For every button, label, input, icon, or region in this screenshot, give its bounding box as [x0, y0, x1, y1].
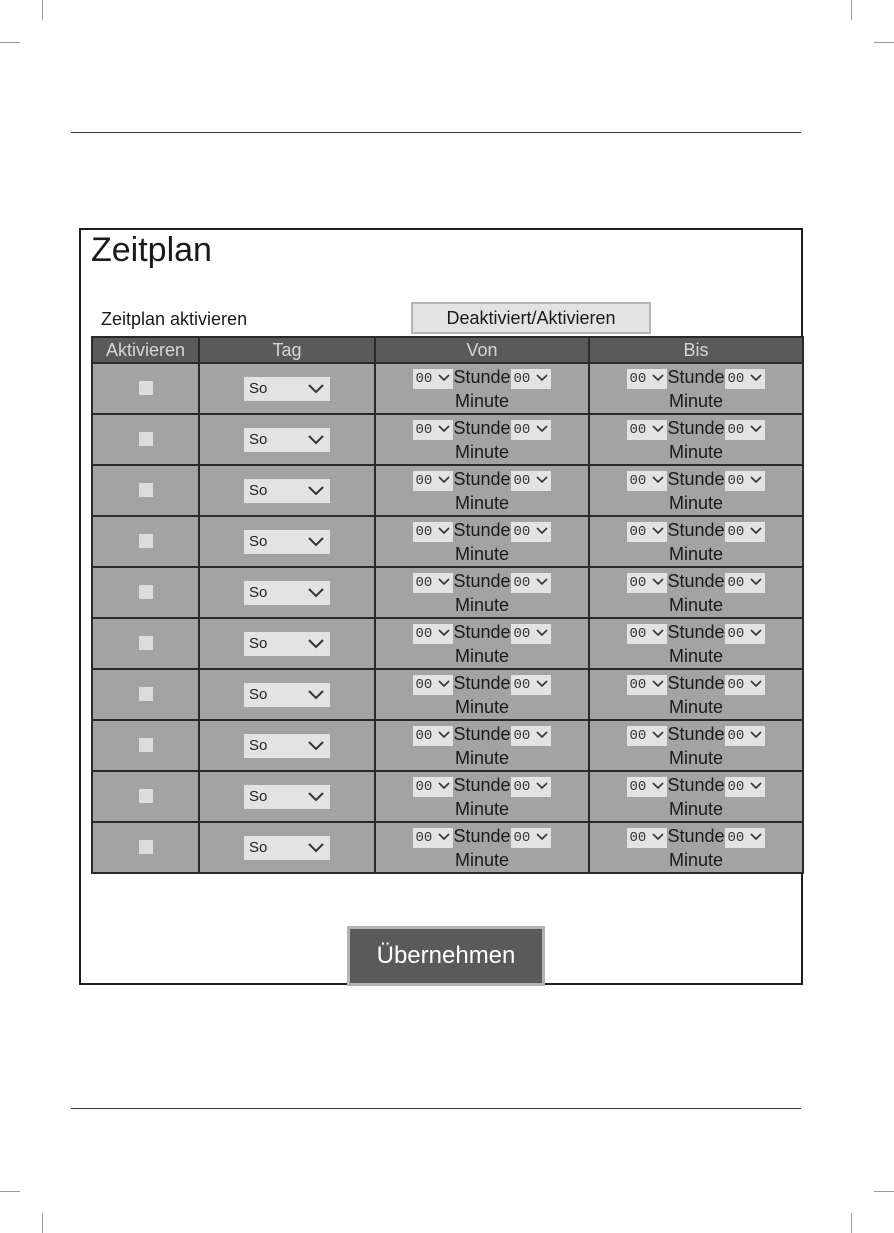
hour-label: Stunde [667, 672, 725, 693]
enable-checkbox[interactable] [139, 840, 153, 854]
enable-checkbox[interactable] [139, 432, 153, 446]
minute-label: Minute [668, 390, 724, 411]
to-hour-select[interactable] [627, 573, 668, 593]
from-hour-select[interactable] [413, 420, 454, 440]
enable-checkbox[interactable] [139, 789, 153, 803]
enable-checkbox[interactable] [139, 585, 153, 599]
chevron-down-icon [532, 677, 548, 692]
schedule-enable-label: Zeitplan aktivieren [101, 309, 248, 329]
chevron-down-icon [648, 626, 664, 641]
minute-label: Minute [454, 543, 510, 564]
from-minute-value: 00 [513, 778, 531, 795]
minute-label: Minute [454, 594, 510, 615]
from-hour-value: 00 [415, 829, 433, 846]
to-minute-select[interactable] [725, 675, 766, 695]
day-cell [199, 618, 375, 669]
from-hour-value: 00 [415, 472, 433, 489]
day-value: So [249, 532, 268, 550]
chevron-down-icon [308, 785, 324, 809]
chevron-down-icon [532, 728, 548, 743]
to-hour-value: 00 [629, 370, 647, 387]
hour-label: Stunde [667, 468, 725, 489]
to-cell [589, 771, 803, 822]
schedule-toggle-button[interactable]: Deaktiviert/Aktivieren [411, 302, 651, 334]
chevron-down-icon [532, 524, 548, 539]
to-minute-value: 00 [727, 676, 745, 693]
minute-label: Minute [454, 645, 510, 666]
day-cell [199, 567, 375, 618]
chevron-down-icon [648, 473, 664, 488]
chevron-down-icon [746, 626, 762, 641]
from-cell [375, 363, 589, 414]
hour-label: Stunde [453, 723, 511, 744]
chevron-down-icon [648, 371, 664, 386]
from-minute-select[interactable] [511, 777, 552, 797]
hour-label: Stunde [453, 366, 511, 387]
page-title: Zeitplan [91, 231, 212, 269]
hour-label: Stunde [667, 774, 725, 795]
from-minute-value: 00 [513, 727, 531, 744]
enable-cell [92, 414, 199, 465]
minute-label: Minute [668, 849, 724, 870]
column-header-von: Von [375, 337, 589, 363]
hour-label: Stunde [453, 519, 511, 540]
chevron-down-icon [532, 473, 548, 488]
chevron-down-icon [308, 377, 324, 401]
enable-cell [92, 669, 199, 720]
from-minute-value: 00 [513, 421, 531, 438]
day-select[interactable] [244, 734, 330, 758]
table-row [92, 618, 803, 669]
from-hour-select[interactable] [413, 675, 454, 695]
crop-mark [874, 1191, 894, 1192]
chevron-down-icon [532, 626, 548, 641]
chevron-down-icon [308, 530, 324, 554]
minute-label: Minute [668, 798, 724, 819]
to-minute-value: 00 [727, 421, 745, 438]
from-hour-value: 00 [415, 625, 433, 642]
to-cell [589, 516, 803, 567]
to-cell [589, 414, 803, 465]
chevron-down-icon [746, 779, 762, 794]
to-minute-select[interactable] [725, 624, 766, 644]
schedule-table [91, 336, 804, 874]
to-minute-select[interactable] [725, 420, 766, 440]
day-cell [199, 720, 375, 771]
apply-button[interactable]: Übernehmen [347, 926, 545, 986]
to-cell [589, 669, 803, 720]
to-minute-select[interactable] [725, 726, 766, 746]
to-cell [589, 822, 803, 873]
hour-label: Stunde [453, 774, 511, 795]
crop-mark [42, 1213, 43, 1233]
minute-label: Minute [668, 594, 724, 615]
table-row [92, 516, 803, 567]
hour-label: Stunde [667, 825, 725, 846]
to-minute-value: 00 [727, 523, 745, 540]
minute-label: Minute [668, 645, 724, 666]
to-hour-select[interactable] [627, 522, 668, 542]
to-hour-value: 00 [629, 523, 647, 540]
to-hour-select[interactable] [627, 777, 668, 797]
enable-checkbox[interactable] [139, 687, 153, 701]
enable-cell [92, 516, 199, 567]
chevron-down-icon [434, 371, 450, 386]
crop-mark [851, 0, 852, 20]
chevron-down-icon [308, 428, 324, 452]
to-minute-select[interactable] [725, 471, 766, 491]
enable-checkbox[interactable] [139, 738, 153, 752]
minute-label: Minute [454, 747, 510, 768]
day-value: So [249, 430, 268, 448]
column-header-bis: Bis [589, 337, 803, 363]
to-hour-value: 00 [629, 625, 647, 642]
from-cell [375, 822, 589, 873]
chevron-down-icon [648, 575, 664, 590]
to-cell [589, 363, 803, 414]
chevron-down-icon [746, 524, 762, 539]
day-cell [199, 822, 375, 873]
minute-label: Minute [454, 390, 510, 411]
chevron-down-icon [532, 422, 548, 437]
crop-mark [0, 42, 20, 43]
to-hour-value: 00 [629, 472, 647, 489]
minute-label: Minute [668, 441, 724, 462]
to-minute-select[interactable] [725, 828, 766, 848]
hour-label: Stunde [453, 621, 511, 642]
day-cell [199, 414, 375, 465]
day-select[interactable] [244, 479, 330, 503]
from-hour-value: 00 [415, 676, 433, 693]
hour-label: Stunde [667, 570, 725, 591]
chevron-down-icon [746, 371, 762, 386]
from-hour-value: 00 [415, 574, 433, 591]
from-minute-select[interactable] [511, 522, 552, 542]
chevron-down-icon [308, 632, 324, 656]
from-hour-select[interactable] [413, 522, 454, 542]
day-value: So [249, 685, 268, 703]
from-hour-value: 00 [415, 370, 433, 387]
day-cell [199, 465, 375, 516]
chevron-down-icon [434, 422, 450, 437]
day-value: So [249, 838, 268, 856]
chevron-down-icon [648, 830, 664, 845]
chevron-down-icon [308, 836, 324, 860]
table-row [92, 414, 803, 465]
table-row [92, 822, 803, 873]
to-hour-value: 00 [629, 829, 647, 846]
from-cell [375, 720, 589, 771]
chevron-down-icon [434, 779, 450, 794]
chevron-down-icon [746, 575, 762, 590]
table-row [92, 465, 803, 516]
day-select[interactable] [244, 428, 330, 452]
minute-label: Minute [454, 492, 510, 513]
from-hour-value: 00 [415, 523, 433, 540]
day-select[interactable] [244, 377, 330, 401]
from-minute-value: 00 [513, 676, 531, 693]
minute-label: Minute [454, 441, 510, 462]
day-value: So [249, 634, 268, 652]
chevron-down-icon [308, 581, 324, 605]
to-minute-select[interactable] [725, 522, 766, 542]
day-select[interactable] [244, 785, 330, 809]
to-minute-select[interactable] [725, 573, 766, 593]
chevron-down-icon [648, 779, 664, 794]
hour-label: Stunde [453, 825, 511, 846]
enable-cell [92, 822, 199, 873]
chevron-down-icon [434, 473, 450, 488]
chevron-down-icon [434, 524, 450, 539]
crop-mark [42, 0, 43, 20]
hour-label: Stunde [453, 672, 511, 693]
from-minute-value: 00 [513, 829, 531, 846]
minute-label: Minute [668, 696, 724, 717]
from-minute-select[interactable] [511, 675, 552, 695]
table-row [92, 363, 803, 414]
chevron-down-icon [434, 626, 450, 641]
day-cell [199, 516, 375, 567]
from-minute-value: 00 [513, 472, 531, 489]
from-cell [375, 465, 589, 516]
from-hour-select[interactable] [413, 471, 454, 491]
from-minute-value: 00 [513, 370, 531, 387]
minute-label: Minute [454, 696, 510, 717]
day-value: So [249, 736, 268, 754]
table-row [92, 669, 803, 720]
to-minute-value: 00 [727, 829, 745, 846]
to-hour-select[interactable] [627, 624, 668, 644]
minute-label: Minute [668, 543, 724, 564]
chevron-down-icon [308, 683, 324, 707]
to-hour-value: 00 [629, 574, 647, 591]
table-header-row [92, 337, 803, 363]
to-cell [589, 465, 803, 516]
day-value: So [249, 583, 268, 601]
header-rule [71, 132, 801, 133]
to-hour-select[interactable] [627, 726, 668, 746]
chevron-down-icon [532, 830, 548, 845]
enable-cell [92, 618, 199, 669]
chevron-down-icon [434, 830, 450, 845]
day-value: So [249, 379, 268, 397]
from-hour-select[interactable] [413, 828, 454, 848]
to-hour-select[interactable] [627, 471, 668, 491]
chevron-down-icon [434, 677, 450, 692]
enable-checkbox[interactable] [139, 381, 153, 395]
hour-label: Stunde [667, 366, 725, 387]
from-minute-select[interactable] [511, 420, 552, 440]
chevron-down-icon [532, 371, 548, 386]
hour-label: Stunde [453, 468, 511, 489]
from-cell [375, 669, 589, 720]
day-select[interactable] [244, 632, 330, 656]
to-minute-value: 00 [727, 574, 745, 591]
to-minute-select[interactable] [725, 777, 766, 797]
minute-label: Minute [454, 798, 510, 819]
table-row [92, 720, 803, 771]
column-header-aktivieren: Aktivieren [92, 337, 199, 363]
day-select[interactable] [244, 530, 330, 554]
to-minute-value: 00 [727, 727, 745, 744]
from-minute-select[interactable] [511, 369, 552, 389]
from-minute-select[interactable] [511, 471, 552, 491]
from-cell [375, 567, 589, 618]
from-hour-value: 00 [415, 778, 433, 795]
enable-checkbox[interactable] [139, 534, 153, 548]
hour-label: Stunde [453, 570, 511, 591]
chevron-down-icon [434, 575, 450, 590]
from-hour-select[interactable] [413, 726, 454, 746]
to-hour-value: 00 [629, 676, 647, 693]
from-minute-select[interactable] [511, 573, 552, 593]
to-minute-value: 00 [727, 370, 745, 387]
footer-rule [71, 1108, 801, 1109]
to-minute-value: 00 [727, 625, 745, 642]
from-hour-select[interactable] [413, 777, 454, 797]
chevron-down-icon [532, 575, 548, 590]
to-hour-select[interactable] [627, 675, 668, 695]
chevron-down-icon [532, 779, 548, 794]
crop-mark [0, 1191, 20, 1192]
from-minute-select[interactable] [511, 726, 552, 746]
enable-checkbox[interactable] [139, 483, 153, 497]
chevron-down-icon [746, 728, 762, 743]
day-select[interactable] [244, 581, 330, 605]
chevron-down-icon [308, 734, 324, 758]
day-cell [199, 669, 375, 720]
day-cell [199, 363, 375, 414]
to-hour-value: 00 [629, 727, 647, 744]
from-cell [375, 771, 589, 822]
to-hour-select[interactable] [627, 828, 668, 848]
enable-checkbox[interactable] [139, 636, 153, 650]
from-hour-select[interactable] [413, 573, 454, 593]
chevron-down-icon [648, 422, 664, 437]
day-select[interactable] [244, 683, 330, 707]
from-hour-select[interactable] [413, 369, 454, 389]
table-row [92, 567, 803, 618]
from-hour-select[interactable] [413, 624, 454, 644]
minute-label: Minute [668, 747, 724, 768]
chevron-down-icon [746, 830, 762, 845]
enable-cell [92, 567, 199, 618]
hour-label: Stunde [667, 723, 725, 744]
enable-cell [92, 465, 199, 516]
from-minute-value: 00 [513, 523, 531, 540]
from-hour-value: 00 [415, 421, 433, 438]
from-cell [375, 516, 589, 567]
from-minute-value: 00 [513, 625, 531, 642]
chevron-down-icon [308, 479, 324, 503]
enable-cell [92, 771, 199, 822]
to-cell [589, 618, 803, 669]
chevron-down-icon [648, 524, 664, 539]
chevron-down-icon [648, 677, 664, 692]
crop-mark [851, 1213, 852, 1233]
hour-label: Stunde [453, 417, 511, 438]
chevron-down-icon [434, 728, 450, 743]
table-row [92, 771, 803, 822]
hour-label: Stunde [667, 519, 725, 540]
to-minute-select[interactable] [725, 369, 766, 389]
from-minute-select[interactable] [511, 828, 552, 848]
to-hour-select[interactable] [627, 420, 668, 440]
from-cell [375, 414, 589, 465]
hour-label: Stunde [667, 621, 725, 642]
day-select[interactable] [244, 836, 330, 860]
from-cell [375, 618, 589, 669]
enable-cell [92, 720, 199, 771]
schedule-panel [79, 228, 803, 985]
to-hour-value: 00 [629, 778, 647, 795]
to-cell [589, 720, 803, 771]
column-header-tag: Tag [199, 337, 375, 363]
from-minute-select[interactable] [511, 624, 552, 644]
chevron-down-icon [746, 473, 762, 488]
to-hour-value: 00 [629, 421, 647, 438]
to-minute-value: 00 [727, 472, 745, 489]
crop-mark [874, 42, 894, 43]
chevron-down-icon [648, 728, 664, 743]
hour-label: Stunde [667, 417, 725, 438]
chevron-down-icon [746, 677, 762, 692]
enable-cell [92, 363, 199, 414]
to-cell [589, 567, 803, 618]
from-hour-value: 00 [415, 727, 433, 744]
to-hour-select[interactable] [627, 369, 668, 389]
minute-label: Minute [454, 849, 510, 870]
day-cell [199, 771, 375, 822]
day-value: So [249, 481, 268, 499]
to-minute-value: 00 [727, 778, 745, 795]
from-minute-value: 00 [513, 574, 531, 591]
minute-label: Minute [668, 492, 724, 513]
day-value: So [249, 787, 268, 805]
chevron-down-icon [746, 422, 762, 437]
